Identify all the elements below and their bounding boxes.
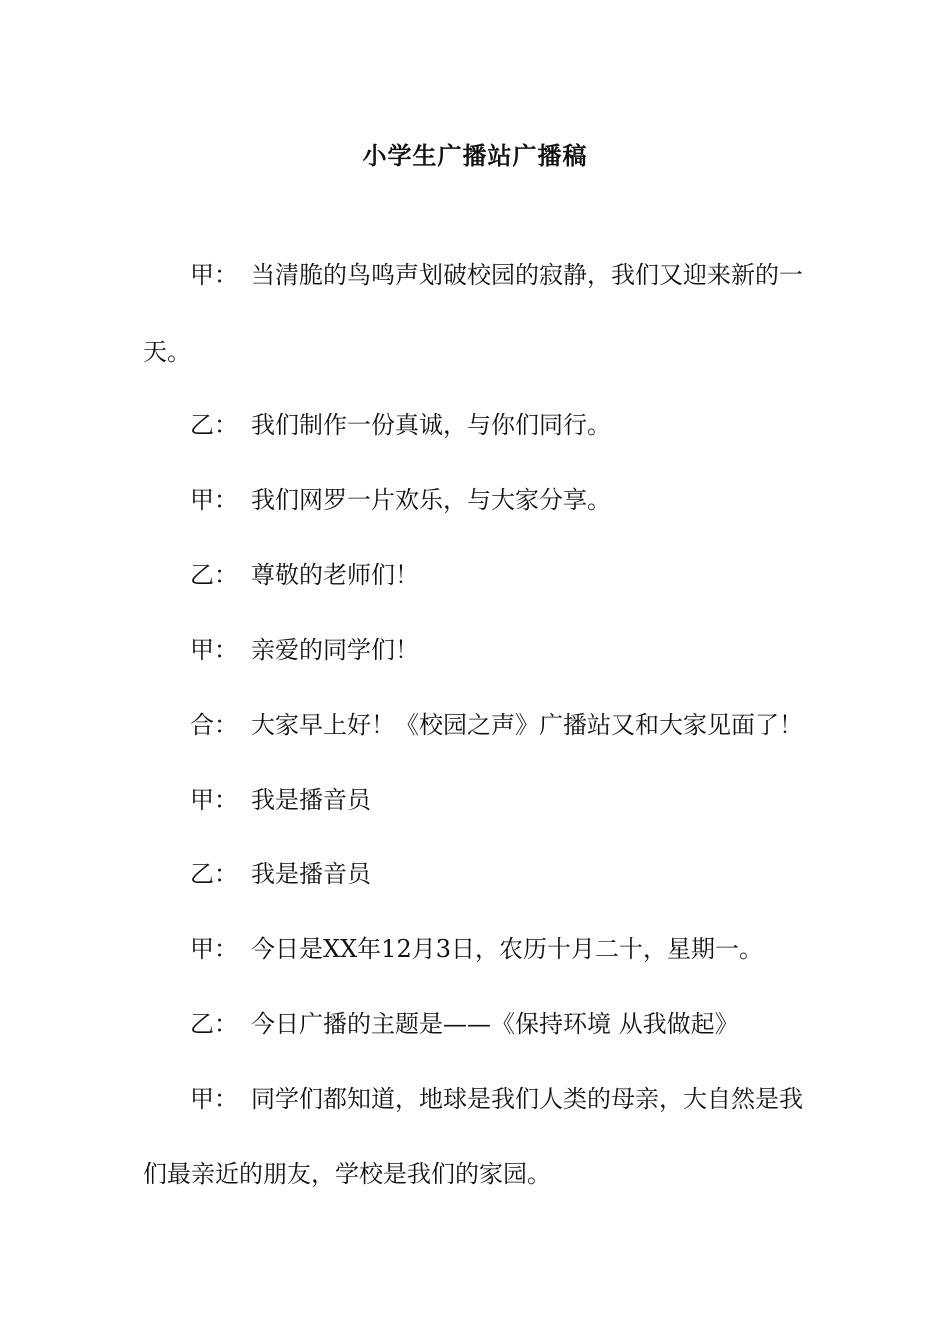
speaker-label: 乙： xyxy=(190,860,238,888)
page-title: 小学生广播站广播稿 xyxy=(362,141,588,170)
speaker-label: 乙： xyxy=(190,561,238,589)
dialogue-text: 我们网罗一片欢乐，与大家分享。 xyxy=(251,486,611,514)
speaker-label: 乙： xyxy=(190,411,238,439)
speaker-label: 乙： xyxy=(190,1010,238,1038)
dialogue-text: 我是播音员 xyxy=(251,860,371,888)
dialogue-text-continuation: 天。 xyxy=(143,338,191,366)
speaker-label: 合： xyxy=(190,711,238,739)
dialogue-text: 我是播音员 xyxy=(251,786,371,814)
dialogue-text: 尊敬的老师们！ xyxy=(251,561,419,589)
speaker-label: 甲： xyxy=(190,935,238,963)
speaker-label: 甲： xyxy=(190,786,238,814)
speaker-label: 甲： xyxy=(190,1085,238,1113)
dialogue-text: 今日是XX年12月3日，农历十月二十，星期一。 xyxy=(251,935,763,963)
speaker-label: 甲： xyxy=(190,636,238,664)
dialogue-text: 我们制作一份真诚，与你们同行。 xyxy=(251,411,611,439)
speaker-label: 甲： xyxy=(190,486,238,514)
dialogue-text: 大家早上好！《校园之声》广播站又和大家见面了！ xyxy=(251,711,803,739)
dialogue-text: 同学们都知道，地球是我们人类的母亲，大自然是我 xyxy=(251,1085,803,1113)
dialogue-text: 当清脆的鸟鸣声划破校园的寂静，我们又迎来新的一 xyxy=(251,261,803,289)
dialogue-text: 今日广播的主题是——《保持环境 从我做起》 xyxy=(251,1010,739,1038)
speaker-label: 甲： xyxy=(190,261,238,289)
dialogue-text-continuation: 们最亲近的朋友，学校是我们的家园。 xyxy=(143,1160,551,1188)
dialogue-text: 亲爱的同学们！ xyxy=(251,636,419,664)
